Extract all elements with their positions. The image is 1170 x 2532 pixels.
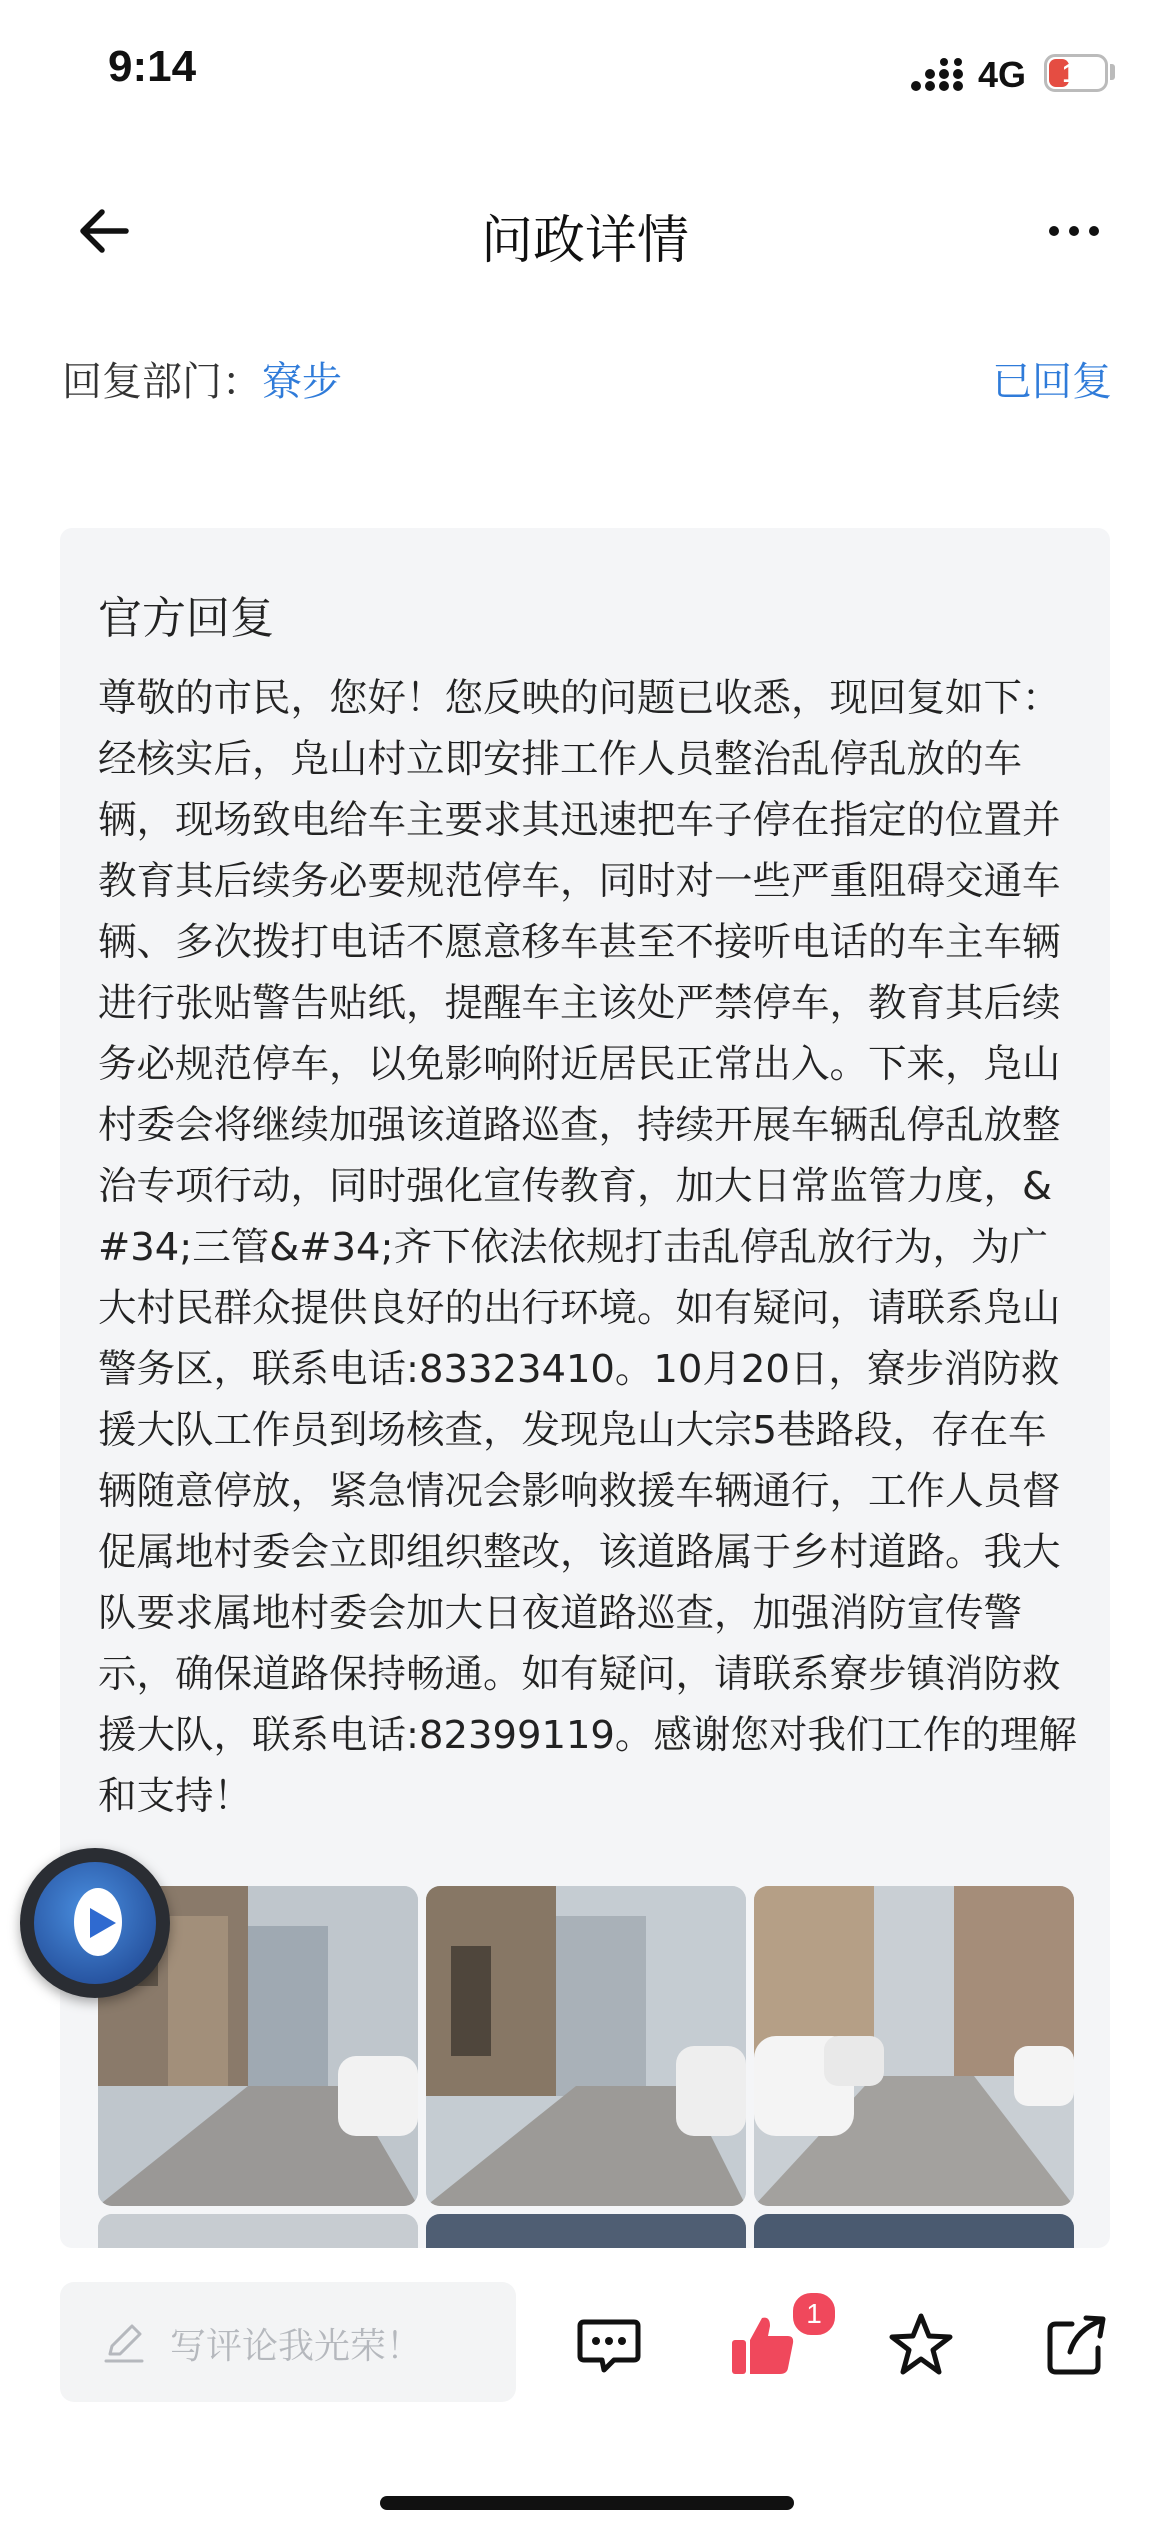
nav-bar	[0, 170, 1170, 290]
like-count-badge: 1	[790, 2290, 838, 2338]
status-time: 9:14	[108, 42, 197, 91]
share-icon[interactable]	[1042, 2310, 1112, 2380]
page-title: 问政详情	[480, 211, 689, 271]
bottom-action-bar	[0, 2258, 1170, 2532]
more-dots-icon[interactable]	[1044, 206, 1104, 256]
official-reply-text: 尊敬的市民，您好！您反映的问题已收悉，现回复如下：经核实后，凫山村立即安排工作人员整治乱停乱放的车辆，现场致电给车主要求其迅速把车子停在指定的位置并教育其后续务必要规范停车，同时对一些严重阻碍交通车辆、多次拨打电话不愿意移车甚至不接听电话的车主车辆进行张贴警告贴纸，提醒车主该处严禁停车，教育其后续务必规范停车，以免影响附近居民正常出入。下来，凫山村委会将继续加强该道路巡查，持续开展车辆乱停乱放整治专项行动，同时强化宣传教育，加大日常监管力度，&#34;三管&#34;齐下依法依规打击乱停乱放行为，为广大村民群众提供良好的出行环境。如有疑问，请联系凫山警务区，联系电话:83323410。10月20日，寮步消防救援大队工作员到场核查，发现凫山大宗5巷路段，存在车辆随意停放，紧急情况会影响救援车辆通行，工作人员督促属地村委会立即组织整改，该道路属于乡村道路。我大队要求属地村委会加大日夜道路巡查，加强消防宣传警示，确保道路保持畅通。如有疑问，请联系寮步镇消防救援大队，联系电话:82399119。感谢您对我们工作的理解和支持！	[98, 676, 1077, 1819]
status-bar	[0, 0, 1170, 150]
signal-icon	[910, 58, 964, 92]
reply-department-link[interactable]: 寮步	[262, 359, 342, 405]
pen-icon	[100, 2318, 148, 2366]
home-indicator	[380, 2496, 794, 2510]
battery-icon	[1044, 54, 1108, 92]
reply-department-row	[62, 350, 1112, 420]
floating-video-button[interactable]	[20, 1848, 170, 1998]
official-reply-card	[60, 528, 1110, 2248]
play-icon	[74, 1888, 122, 1956]
comment-input[interactable]	[60, 2282, 516, 2402]
battery-level: 11	[1062, 58, 1090, 88]
comment-bubble-icon[interactable]	[574, 2310, 644, 2380]
photo-gallery-row	[98, 1886, 1074, 2206]
star-icon[interactable]	[886, 2310, 956, 2380]
photo-thumbnail[interactable]	[426, 1886, 746, 2206]
battery-nub	[1110, 64, 1115, 80]
comment-placeholder: 写评论我光荣！	[170, 2326, 423, 2367]
photo-thumbnail[interactable]	[754, 2214, 1074, 2248]
photo-thumbnail[interactable]	[426, 2214, 746, 2248]
official-reply-title: 官方回复	[98, 593, 274, 644]
floating-video-thumbnail	[34, 1862, 156, 1984]
network-type: 4G	[978, 54, 1027, 95]
thumbs-up-icon[interactable]	[728, 2310, 798, 2380]
photo-gallery-row	[98, 2214, 1074, 2248]
photo-thumbnail[interactable]	[754, 1886, 1074, 2206]
reply-status-badge: 已回复	[992, 359, 1112, 405]
reply-department-label: 回复部门：	[62, 359, 262, 405]
photo-thumbnail[interactable]	[98, 2214, 418, 2248]
